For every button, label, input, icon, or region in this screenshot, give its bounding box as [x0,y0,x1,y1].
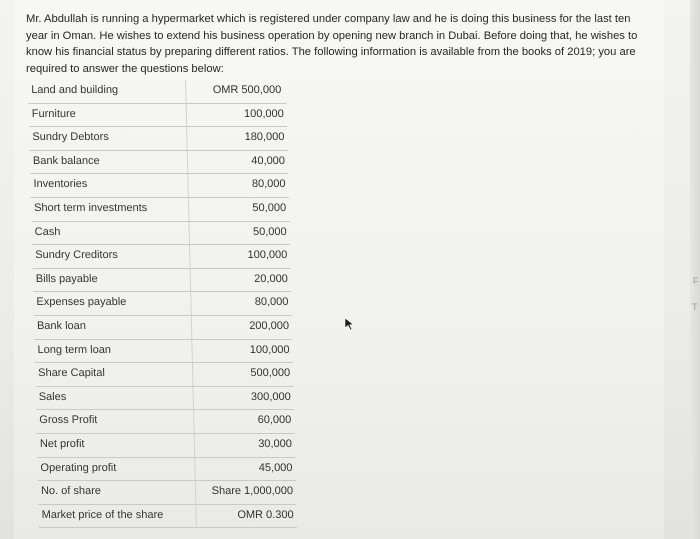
edge-mark-letter: F [693,276,699,286]
mouse-pointer-icon [343,317,357,331]
row-label: Furniture [31,107,76,120]
row-value: 80,000 [251,178,286,191]
row-label: Long term loan [37,343,112,356]
row-label: Cash [34,225,61,238]
table-row [31,222,290,246]
table-row [38,505,297,529]
table-row [29,104,288,128]
row-label: Operating profit [40,461,117,474]
table-row [38,481,297,505]
row-label: Inventories [33,178,88,191]
table-row [37,434,296,458]
row-label: Expenses payable [36,296,127,309]
row-value: 30,000 [258,437,293,450]
row-value: 180,000 [244,131,285,144]
table-row [36,410,295,434]
row-label: Bank loan [36,319,87,332]
row-value: 50,000 [252,225,287,238]
table-row [29,127,288,151]
row-value: OMR 500,000 [212,84,282,96]
row-value: 100,000 [243,107,284,120]
row-value: 40,000 [251,154,286,167]
question-intro-text: Mr. Abdullah is running a hypermarket which is registered under company law and he is doing this business for the last ten year in Oman. He wishes to extend his business operation by opening new branch in Dubai. Before doing that, he wishes to know his financial status by preparing different ratios. The following information is available from the books of 2019; you are required to answer the questions below: [26,13,638,75]
row-value: 45,000 [258,461,293,474]
row-label: Bills payable [35,272,98,285]
financial-data-table [28,80,297,528]
table-row [28,80,287,104]
table-row [34,316,293,340]
right-edge-shadow [690,0,700,539]
table-row [35,363,294,387]
table-row [35,387,294,411]
row-label: Gross Profit [39,414,98,427]
row-value: Share 1,000,000 [211,485,294,498]
table-row [30,151,289,175]
row-value: 100,000 [249,343,290,356]
row-value: 300,000 [250,390,291,403]
table-row [34,340,293,364]
row-value: 60,000 [257,414,292,427]
row-value: 80,000 [254,296,289,309]
row-label: Net profit [39,437,85,450]
row-value: 200,000 [249,319,290,332]
row-label: Sundry Creditors [35,249,118,262]
edge-mark-letter: T [692,302,698,312]
row-value: 500,000 [250,367,291,380]
table-row [37,458,296,482]
row-label: Bank balance [32,154,100,167]
row-label: Market price of the share [41,508,164,521]
row-value: 100,000 [247,249,288,262]
row-label: Sales [38,390,67,403]
row-label: Sundry Debtors [32,131,109,144]
row-value: OMR 0.300 [237,508,294,521]
table-row [33,292,292,316]
row-label: No. of share [40,485,102,498]
table-row [32,245,291,269]
row-label: Short term investments [33,201,148,214]
table-row [30,174,289,198]
row-label: Land and building [31,84,119,96]
table-row [31,198,290,222]
row-label: Share Capital [38,367,105,380]
table-row [33,269,292,293]
row-value: 50,000 [252,201,287,214]
row-value: 20,000 [254,272,289,285]
